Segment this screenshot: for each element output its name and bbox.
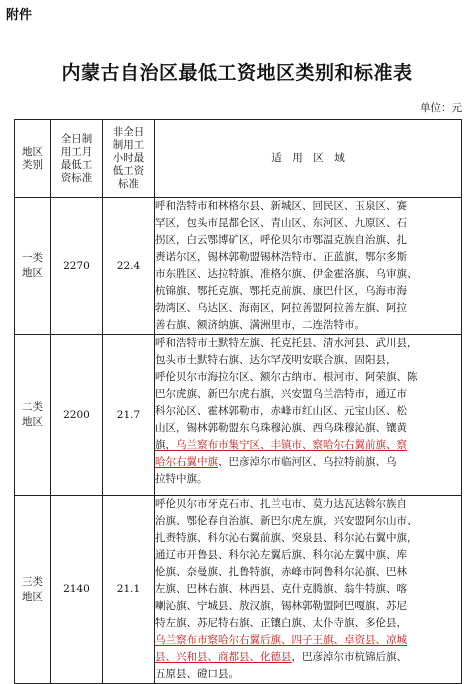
- attachment-label: 附件: [6, 8, 33, 23]
- areas-line: [155, 266, 461, 283]
- area-text: 扎赉特旗、科尔沁右翼前旗、突泉县、科尔沁右翼中旗，: [155, 532, 418, 544]
- areas-line: [155, 335, 461, 352]
- areas-line: [155, 232, 461, 249]
- area-text: 呼伦贝尔市牙克石市、扎兰屯市、莫力达瓦达斡尔族自: [155, 498, 407, 510]
- areas-line: [155, 615, 461, 632]
- applicable-areas: [155, 496, 462, 684]
- area-text: 赉诺尔区，锡林郭勒盟锡林浩特市、正蓝旗，鄂尔多斯: [155, 251, 407, 263]
- area-text: 拐区，白云鄂博矿区，呼伦贝尔市鄂温克族自治旗、扎: [155, 234, 407, 246]
- monthly-wage-value: 2200: [51, 335, 103, 496]
- areas-line: [155, 513, 461, 530]
- header-monthly-wage: 全日制用工月最低工资标准: [51, 120, 103, 198]
- area-text: 杭锦旗、鄂托克旗、鄂托克前旗、康巴什区，乌海市海: [155, 285, 407, 297]
- monthly-wage-value: 2270: [51, 198, 103, 335]
- area-text: 勃湾区、乌达区、海南区，阿拉善盟阿拉善左旗、阿拉: [155, 302, 407, 314]
- areas-line: [155, 496, 461, 513]
- header-category: 地区类别: [15, 120, 51, 198]
- header-hourly-wage: 非全日制用工小时最低工资标准: [103, 120, 155, 198]
- table-row: [15, 198, 462, 335]
- area-text: 五原县、磴口县。: [155, 668, 239, 680]
- unit-label: 单位：元: [420, 102, 462, 114]
- region-category: 一类地区: [15, 198, 51, 335]
- area-text: 市东胜区、达拉特旗、准格尔旗、伊金霍洛旗、乌审旗、: [155, 268, 418, 280]
- area-text: 通辽市开鲁县、科尔沁左翼后旗、科尔沁左翼中旗、库: [155, 549, 407, 561]
- area-text: 呼和浩特市和林格尔县、新城区、回民区、玉泉区、赛: [155, 200, 407, 212]
- area-text: 拉特中旗。: [155, 473, 208, 485]
- areas-line: [155, 471, 461, 488]
- area-text: 旗，: [155, 439, 176, 451]
- area-text: 呼和浩特市土默特左旗、托克托县、清水河县、武川县，: [155, 337, 418, 349]
- areas-line: [155, 530, 461, 547]
- region-category: 三类地区: [15, 496, 51, 684]
- areas-line: [155, 564, 461, 581]
- page-title: 内蒙古自治区最低工资地区类别和标准表: [61, 62, 413, 84]
- highlighted-area-text: 哈尔右翼中旗: [155, 456, 218, 468]
- areas-line: [155, 215, 461, 232]
- areas-line: [155, 283, 461, 300]
- header-areas: 适 用 区 域: [155, 120, 462, 198]
- area-text: ，巴彦淖尔市杭锦后旗、: [291, 651, 407, 663]
- area-text: 呼伦贝尔市海拉尔区、额尔古纳市、根河市、阿荣旗、陈: [155, 371, 418, 383]
- area-text: 左旗、巴林右旗、林西县、克什克腾旗、翁牛特旗、喀: [155, 583, 407, 595]
- table-row: [15, 496, 462, 684]
- area-text: 巴尔虎旗、新巴尔虎右旗，兴安盟乌兰浩特市，通辽市: [155, 388, 407, 400]
- area-text: 特左旗、苏尼特右旗、正镶白旗、太仆寺旗、多伦县，: [155, 617, 407, 629]
- hourly-wage-value: 22.4: [103, 198, 155, 335]
- areas-line: [155, 317, 461, 334]
- areas-line: [155, 198, 461, 215]
- hourly-wage-value: 21.7: [103, 335, 155, 496]
- areas-line: [155, 454, 461, 471]
- applicable-areas: [155, 335, 462, 496]
- area-text: 治旗、鄂伦春自治旗、新巴尔虎左旗，兴安盟阿尔山市、: [155, 515, 418, 527]
- table-row: [15, 335, 462, 496]
- areas-line: [155, 437, 461, 454]
- hourly-wage-value: 21.1: [103, 496, 155, 684]
- area-text: 伦旗、奈曼旗、扎鲁特旗，赤峰市阿鲁科尔沁旗、巴林: [155, 566, 407, 578]
- area-text: 科尔沁区、霍林郭勒市，赤峰市红山区、元宝山区、松: [155, 405, 407, 417]
- monthly-wage-value: 2140: [51, 496, 103, 684]
- areas-line: [155, 403, 461, 420]
- area-text: 喇沁旗、宁城县、敖汉旗，锡林郭勒盟阿巴嘎旗、苏尼: [155, 600, 407, 612]
- area-text: 善右旗、额济纳旗、满洲里市，二连浩特市。: [155, 319, 365, 331]
- area-text: 山区，锡林郭勒盟东乌珠穆沁旗、西乌珠穆沁旗、镶黄: [155, 422, 407, 434]
- highlighted-area-text: 县、兴和县、商都县、化德县: [155, 651, 292, 663]
- highlighted-area-text: 乌兰察布市集宁区、丰镇市、察哈尔右翼前旗、察: [176, 439, 407, 451]
- areas-line: [155, 598, 461, 615]
- areas-line: [155, 666, 461, 683]
- wage-standard-table: [14, 119, 462, 684]
- areas-line: [155, 352, 461, 369]
- area-text: 包头市土默特右旗、达尔罕茂明安联合旗、固阳县，: [155, 354, 397, 366]
- areas-line: [155, 649, 461, 666]
- areas-line: [155, 581, 461, 598]
- areas-line: [155, 249, 461, 266]
- highlighted-area-text: 乌兰察布市察哈尔右翼后旗、四子王旗、卓资县、凉城: [155, 634, 407, 646]
- area-text: 罕区，包头市昆都仑区、青山区、东河区、九原区、石: [155, 217, 407, 229]
- applicable-areas: [155, 198, 462, 335]
- region-category: 二类地区: [15, 335, 51, 496]
- areas-line: [155, 369, 461, 386]
- areas-line: [155, 300, 461, 317]
- areas-line: [155, 386, 461, 403]
- areas-line: [155, 420, 461, 437]
- area-text: 、巴彦淖尔市临河区、乌拉特前旗、乌: [218, 456, 397, 468]
- areas-line: [155, 547, 461, 564]
- areas-line: [155, 632, 461, 649]
